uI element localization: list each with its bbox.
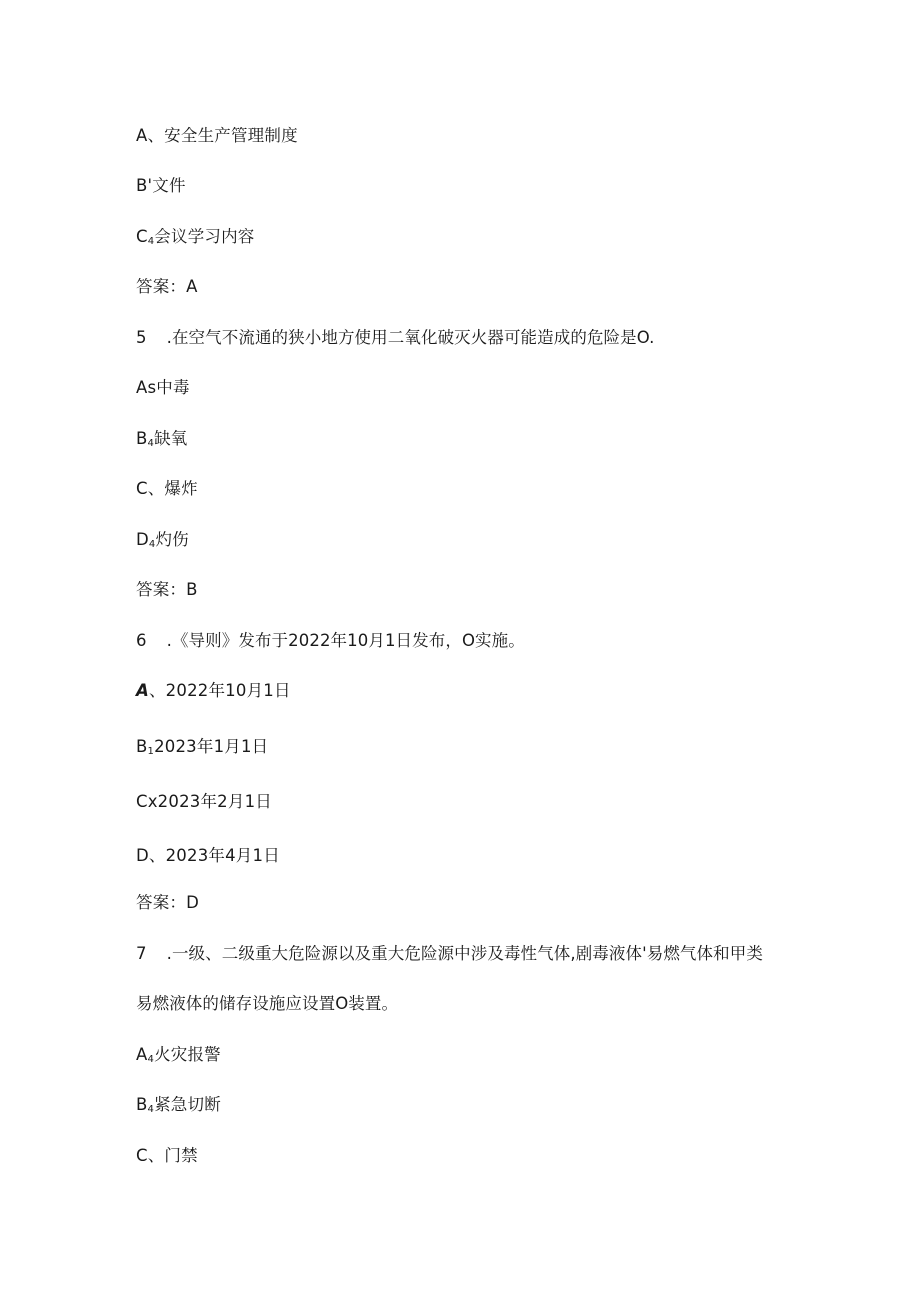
answer-line — [136, 579, 198, 601]
question-7-continuation — [136, 993, 398, 1015]
option-b-line — [136, 428, 188, 455]
option-prefix: C — [136, 227, 148, 246]
option-a-line — [136, 1044, 221, 1071]
question-text: .《导则》发布于2022年10月1日发布，O实施。 — [166, 631, 525, 650]
question-6 — [136, 630, 525, 652]
question-number: 7 — [136, 944, 147, 963]
option-subscript: 4 — [148, 539, 156, 550]
option-d-line — [136, 845, 280, 867]
option-prefix: D — [136, 530, 149, 549]
option-prefix: A — [136, 1045, 148, 1064]
answer-line — [136, 276, 198, 298]
question-number: 6 — [136, 631, 147, 650]
option-b-line — [136, 175, 186, 197]
option-text: Cx2023年2月1日 — [136, 792, 272, 811]
option-text: 、2022年10月1日 — [148, 681, 291, 700]
option-c-line — [136, 226, 255, 253]
option-subscript: 4 — [147, 1054, 155, 1065]
option-d-line — [136, 529, 189, 556]
question-7 — [136, 943, 763, 965]
option-c-line — [136, 478, 198, 500]
option-text: 会议学习内容 — [154, 227, 255, 246]
option-text: 紧急切断 — [154, 1095, 221, 1114]
option-text: 2023年1月1日 — [154, 737, 269, 756]
answer-text: 答案：B — [136, 580, 198, 599]
option-text: D、2023年4月1日 — [136, 846, 280, 865]
answer-text: 答案：A — [136, 277, 198, 296]
option-prefix: B — [136, 737, 148, 756]
question-number: 5 — [136, 328, 147, 347]
option-text: C、门禁 — [136, 1146, 198, 1165]
option-subscript: 4 — [147, 236, 155, 247]
option-subscript: 4 — [147, 438, 155, 449]
option-text: C、爆炸 — [136, 479, 198, 498]
question-text: .一级、二级重大危险源以及重大危险源中涉及毒性气体,剧毒液体'易燃气体和甲类 — [166, 944, 763, 963]
option-text: As中毒 — [136, 378, 190, 397]
option-text: 缺氧 — [154, 429, 188, 448]
option-a-line — [136, 680, 291, 702]
answer-text: 答案：D — [136, 893, 200, 912]
option-c-line — [136, 791, 272, 813]
option-prefix: A — [136, 681, 149, 700]
option-text: A、安全生产管理制度 — [136, 126, 298, 145]
option-subscript: 1 — [147, 746, 155, 757]
question-text: .在空气不流通的狭小地方使用二氧化破灭火器可能造成的危险是O. — [166, 328, 655, 347]
option-b-line — [136, 1094, 221, 1121]
option-text: B'文件 — [136, 176, 186, 195]
option-a-line — [136, 377, 190, 399]
option-subscript: 4 — [147, 1104, 155, 1115]
question-text: 易燃液体的储存设施应设置O装置。 — [136, 994, 399, 1013]
option-text: 火灾报警 — [154, 1045, 221, 1064]
answer-line — [136, 892, 199, 914]
option-prefix: B — [136, 1095, 148, 1114]
option-c-line — [136, 1145, 198, 1167]
option-a-line — [136, 125, 298, 147]
question-5 — [136, 327, 655, 349]
option-prefix: B — [136, 429, 148, 448]
option-text: 灼伤 — [155, 530, 189, 549]
option-b-line — [136, 736, 268, 763]
